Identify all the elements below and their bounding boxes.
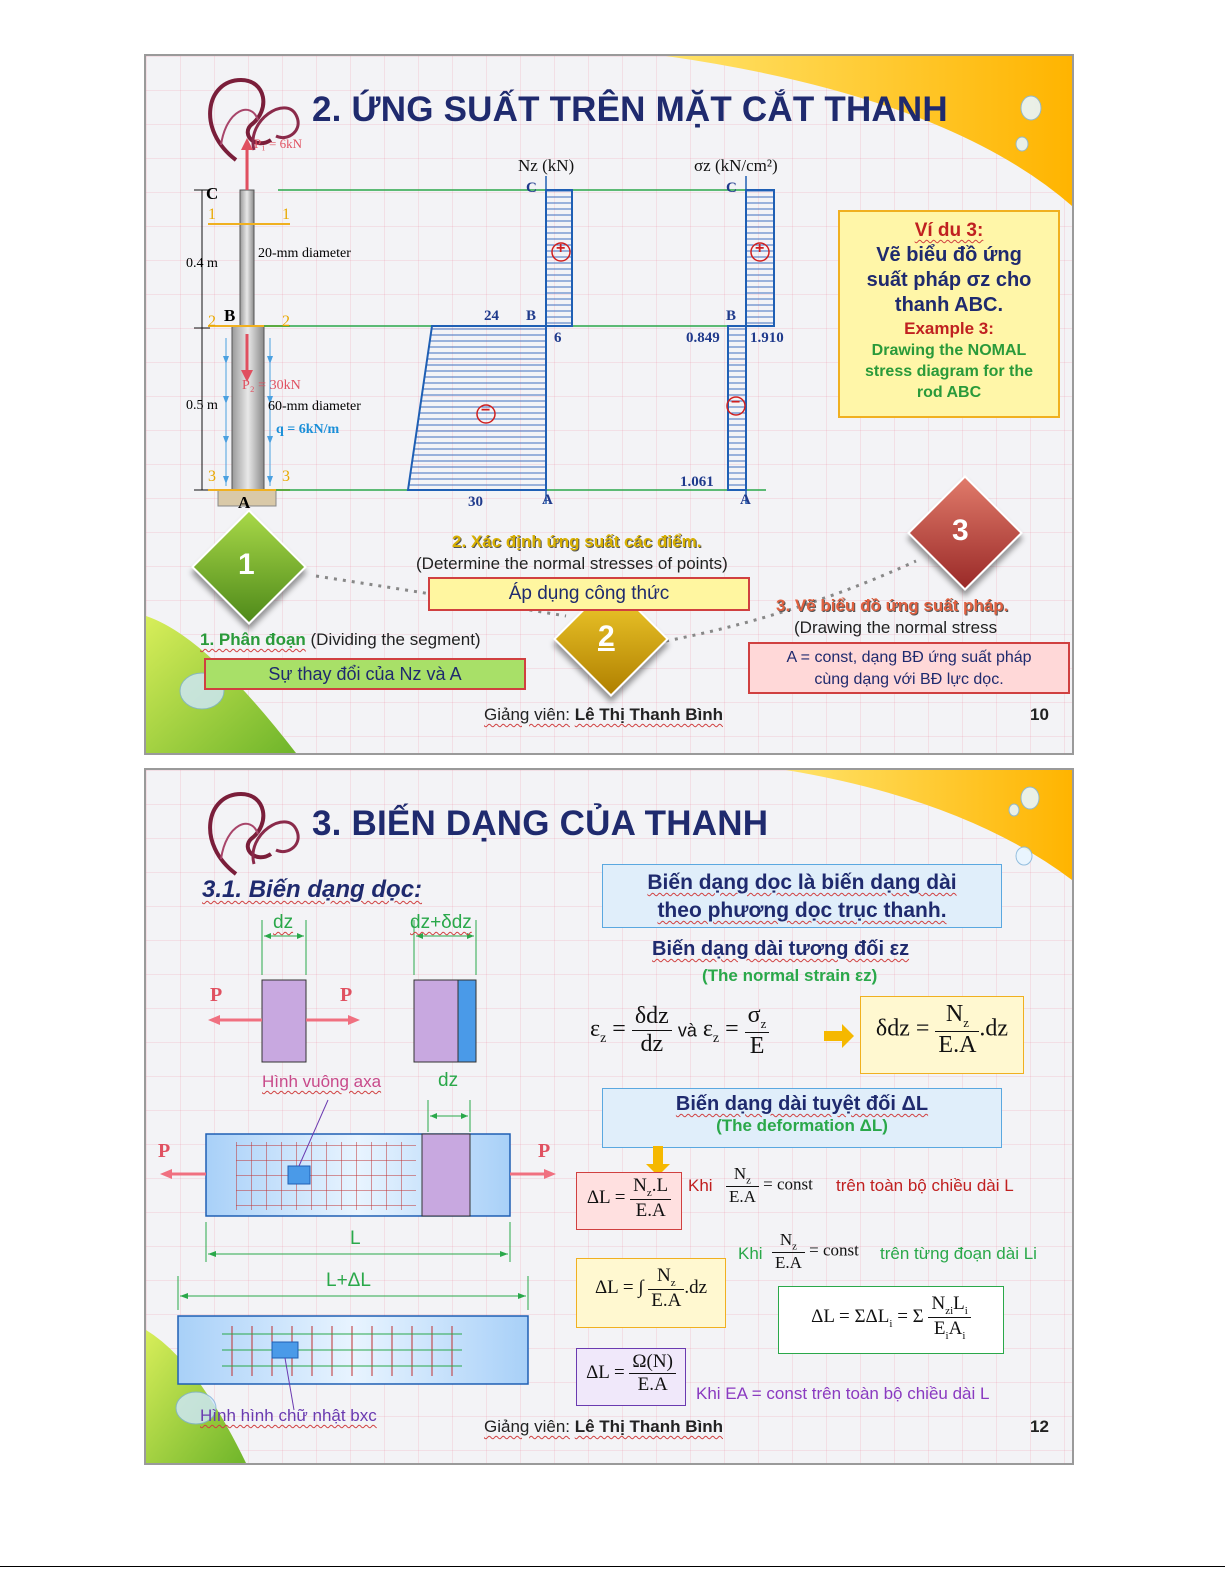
- example-line-3: suất pháp σz cho: [866, 269, 1032, 291]
- length-bottom: 0.5 m: [186, 398, 218, 413]
- sigma-point-a: A: [740, 492, 751, 508]
- step-3-title: 3. Vẽ biểu đồ ứng suất pháp.: [776, 596, 1009, 615]
- delta-l-formula-integral: ΔL = ∫ $\frac{N_z}{E.A}$ .dz: [576, 1258, 726, 1328]
- rectangle-label: Hình hình chữ nhật bxc: [200, 1406, 377, 1425]
- strain-equation: $\varepsilon_z$ = $\frac{\text{δdz}}{dz}$ và $\varepsilon_z$ = $\frac{\sigma_z}{E}$: [590, 1002, 769, 1060]
- section-subtitle: 3.1. Biến dạng dọc:: [202, 876, 423, 903]
- condition-2-const: = const: [809, 1240, 859, 1260]
- slide-10: [144, 54, 1074, 755]
- example-line-4: thanh ABC.: [894, 294, 1004, 316]
- delta-l-formula-1: ΔL = $\frac{N_z.L}{E.A}$: [576, 1172, 682, 1230]
- step-1-title: 1. Phân đoạn: [200, 630, 306, 649]
- nz-value-6: 6: [554, 330, 562, 346]
- delta-l-formula-sum: $\Delta L = \Sigma\Delta L_i = \Sigma$ $\frac{N_{zi}L_i}{E_iA_i}$: [778, 1286, 1004, 1354]
- and-word: và: [677, 1020, 697, 1041]
- nz-value-24: 24: [484, 308, 499, 324]
- nz-axis-title: Nz (kN): [518, 156, 575, 175]
- square-label: Hình vuông axa: [262, 1072, 382, 1091]
- point-a: A: [238, 493, 251, 512]
- force-p-1: P: [210, 984, 223, 1006]
- condition-3-text: Khi EA = const trên toàn bộ chiều dài L: [696, 1384, 990, 1403]
- p1-label: P₁ = 6kN: [254, 136, 302, 151]
- step-3-box-line-2: cùng dạng với BĐ lực dọc.: [814, 671, 1004, 688]
- example-line-2: Vẽ biểu đồ ứng: [876, 244, 1022, 266]
- step-1-box: Sự thay đổi của Nz và A: [204, 658, 526, 690]
- force-p-2: P: [340, 984, 353, 1006]
- condition-2-khi: Khi: [738, 1244, 763, 1263]
- point-b: B: [224, 306, 236, 325]
- definition-box: [602, 864, 1002, 928]
- footer-label: Giảng viên:: [484, 705, 570, 724]
- step-2-english: (Determine the normal stresses of points): [416, 554, 728, 573]
- sigma-point-c: C: [726, 180, 737, 196]
- step-2-box: Áp dụng công thức: [428, 577, 750, 611]
- dz-label-2: dz: [438, 1070, 459, 1091]
- step-2-title: 2. Xác định ứng suất các điểm.: [452, 532, 702, 551]
- example-line-7: stress diagram for the: [864, 363, 1034, 380]
- sigma-value-1910: 1.910: [750, 330, 784, 346]
- point-c: C: [206, 184, 219, 203]
- force-p-4: P: [538, 1140, 551, 1162]
- delta-l-formula-area: ΔL = $\frac{\Omega(N)}{E.A}$: [576, 1348, 686, 1406]
- p2-label: P₂ = 30kN: [242, 378, 301, 393]
- step-1-label: [200, 630, 481, 650]
- section-2-right: 2: [282, 313, 290, 330]
- deformation-title: Biến dạng dài tuyệt đối ΔL: [675, 1093, 929, 1115]
- nz-minus-sign: −: [481, 402, 491, 419]
- step-1-english: (Dividing the segment): [305, 630, 481, 649]
- section-1-left: 1: [208, 206, 216, 223]
- arrow-right-icon: [824, 1024, 856, 1048]
- q-label: q = 6kN/m: [276, 422, 340, 437]
- example-line-6: Drawing the NOMAL: [871, 342, 1027, 359]
- force-p-3: P: [158, 1140, 171, 1162]
- length-l-label: L: [350, 1228, 361, 1249]
- footer-name: Lê Thị Thanh Bình: [574, 1417, 723, 1436]
- deformation-english: (The deformation ΔL): [716, 1116, 888, 1135]
- step-2-number: 2: [598, 620, 615, 653]
- sigma-point-b: B: [726, 308, 737, 324]
- definition-line-1: Biến dạng dọc là biến dạng dài: [647, 871, 957, 894]
- example-title-en: Example 3:: [904, 319, 994, 338]
- length-top: 0.4 m: [186, 256, 218, 271]
- deformation-diagram: [146, 770, 606, 1463]
- slide-title: 3. BIẾN DẠNG CỦA THANH: [312, 804, 769, 843]
- dz-delta-label: dz+δdz: [410, 912, 472, 933]
- slide-title: 2. ỨNG SUẤT TRÊN MẶT CẮT THANH: [312, 90, 948, 129]
- definition-line-2: theo phương dọc trục thanh.: [657, 899, 947, 922]
- sigma-value-1061: 1.061: [680, 474, 714, 490]
- condition-1-khi: Khi: [688, 1176, 713, 1195]
- page-number: 12: [1030, 1417, 1049, 1436]
- step-3-box-line-1: A = const, dạng BĐ ứng suất pháp: [786, 649, 1032, 666]
- condition-1-text: trên toàn bộ chiều dài L: [836, 1176, 1014, 1195]
- section-3-right: 3: [282, 468, 290, 485]
- deformation-box: [602, 1088, 1002, 1148]
- example-title-vi: Ví du 3:: [914, 220, 984, 241]
- footer-lecturer: [484, 705, 723, 725]
- delta-dz-formula: δdz = $\frac{N_z}{E.A}$ .dz: [860, 996, 1024, 1074]
- condition-1-fraction: $\frac{N_z}{E.A}$ = const: [726, 1164, 813, 1207]
- sigma-plus-sign: +: [755, 240, 765, 257]
- example-line-8: rod ABC: [916, 384, 982, 401]
- slide-12: [144, 768, 1074, 1465]
- nz-plus-sign: +: [556, 240, 566, 257]
- section-2-left: 2: [208, 313, 216, 330]
- step-1-number: 1: [238, 548, 255, 581]
- footer-lecturer: [484, 1417, 723, 1437]
- condition-2-fraction: $\frac{N_z}{E.A}$ = const: [772, 1230, 859, 1273]
- nz-value-30: 30: [468, 494, 483, 510]
- strain-english: (The normal strain εz): [702, 966, 878, 985]
- step-3-box: [748, 642, 1070, 694]
- condition-1-const: = const: [763, 1174, 813, 1194]
- step-3-english: (Drawing the normal stress: [794, 618, 998, 637]
- diameter-top: 20-mm diameter: [258, 246, 351, 261]
- footer-label: Giảng viên:: [484, 1417, 570, 1436]
- sigma-minus-sign: −: [731, 394, 741, 411]
- step-3-number: 3: [952, 514, 969, 547]
- sigma-axis-title: σz (kN/cm²): [694, 156, 778, 175]
- dz-label-1: dz: [273, 912, 294, 933]
- section-1-right: 1: [282, 206, 290, 223]
- footer-name: Lê Thị Thanh Bình: [574, 705, 723, 724]
- condition-2-text: trên từng đoạn dài Li: [880, 1244, 1037, 1263]
- page-bottom-rule: [0, 1566, 1225, 1567]
- nz-point-a: A: [542, 492, 553, 508]
- strain-title: Biến dạng dài tương đối εz: [652, 938, 910, 960]
- nz-point-b: B: [526, 308, 537, 324]
- diameter-bottom: 60-mm diameter: [268, 399, 361, 414]
- section-3-left: 3: [208, 468, 216, 485]
- example-box: [838, 210, 1060, 418]
- page-number: 10: [1030, 705, 1049, 724]
- sigma-value-0849: 0.849: [686, 330, 720, 346]
- length-l-delta-label: L+ΔL: [326, 1270, 371, 1291]
- nz-point-c: C: [526, 180, 537, 196]
